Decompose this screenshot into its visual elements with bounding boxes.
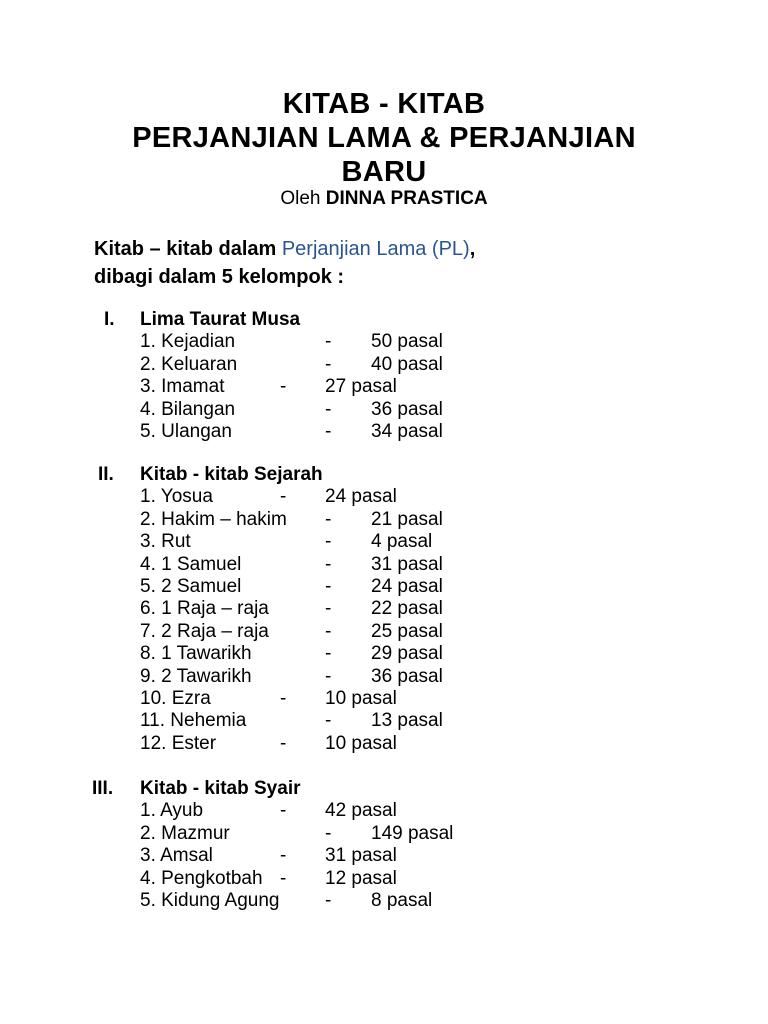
chapter-count: 40 pasal <box>371 353 443 375</box>
separator-dash: - <box>325 576 332 597</box>
book-name: 10. Ezra <box>140 688 211 709</box>
book-name: 3. Amsal <box>140 845 213 867</box>
book-name: 5. Ulangan <box>140 421 232 442</box>
separator-dash: - <box>280 688 287 709</box>
list-item <box>0 688 768 710</box>
separator-dash: - <box>325 620 332 642</box>
document-title <box>0 87 768 189</box>
list-item <box>0 621 768 643</box>
list-item <box>0 376 768 398</box>
chapter-count: 8 pasal <box>371 890 433 911</box>
chapter-count: 42 pasal <box>325 800 397 822</box>
book-name: 11. Nehemia <box>140 710 247 732</box>
separator-dash: - <box>325 353 332 375</box>
book-name: 4. Bilangan <box>140 398 236 420</box>
book-name: 3. Imamat <box>140 376 225 398</box>
list-item <box>0 868 768 890</box>
group-title: Kitab - kitab Sejarah <box>140 464 323 485</box>
list-item <box>0 845 768 867</box>
chapter-count: 27 pasal <box>325 376 397 398</box>
book-name: 6. 1 Raja – raja <box>140 598 269 620</box>
group-header <box>0 464 768 486</box>
separator-dash: - <box>325 398 332 420</box>
group-title: Lima Taurat Musa <box>140 309 301 330</box>
chapter-count: 21 pasal <box>371 508 443 530</box>
group-numeral: I. <box>104 309 115 330</box>
book-name: 7. 2 Raja – raja <box>140 620 269 642</box>
chapter-count: 10 pasal <box>325 688 397 709</box>
separator-dash: - <box>280 376 287 398</box>
chapter-count: 31 pasal <box>371 553 443 575</box>
book-name: 9. 2 Tawarikh <box>140 665 252 687</box>
group-numeral: III. <box>92 778 114 799</box>
list-item <box>0 823 768 845</box>
book-name: 1. Ayub <box>140 800 204 822</box>
intro-part-1: Kitab – kitab dalam <box>94 238 282 260</box>
separator-dash: - <box>280 845 287 867</box>
chapter-count: 4 pasal <box>371 531 433 553</box>
list-item <box>0 733 768 755</box>
list-item <box>0 399 768 421</box>
separator-dash: - <box>280 732 287 754</box>
group-title: Kitab - kitab Syair <box>140 778 301 799</box>
book-name: 5. 2 Samuel <box>140 576 242 597</box>
chapter-count: 13 pasal <box>371 710 443 732</box>
chapter-count: 36 pasal <box>371 398 443 420</box>
separator-dash: - <box>325 822 332 844</box>
list-item <box>0 354 768 376</box>
list-item <box>0 643 768 665</box>
intro-line-2: dibagi dalam 5 kelompok : <box>94 266 345 288</box>
chapter-count: 34 pasal <box>371 421 443 442</box>
book-name: 1. Kejadian <box>140 331 236 353</box>
book-name: 8. 1 Tawarikh <box>140 643 252 665</box>
separator-dash: - <box>325 421 332 442</box>
book-name: 2. Keluaran <box>140 353 238 375</box>
group-header <box>0 309 768 331</box>
chapter-count: 36 pasal <box>371 665 443 687</box>
list-item <box>0 486 768 508</box>
separator-dash: - <box>325 598 332 620</box>
separator-dash: - <box>325 890 332 911</box>
byline-prefix: Oleh <box>280 188 321 209</box>
chapter-count: 25 pasal <box>371 620 443 642</box>
chapter-count: 24 pasal <box>371 576 443 597</box>
byline <box>0 187 768 211</box>
list-item <box>0 576 768 598</box>
chapter-count: 149 pasal <box>371 822 454 844</box>
book-name: 2. Hakim – hakim <box>140 508 287 530</box>
list-item <box>0 531 768 553</box>
list-item <box>0 598 768 620</box>
separator-dash: - <box>325 508 332 530</box>
list-item <box>0 666 768 688</box>
group-numeral: II. <box>98 464 114 485</box>
chapter-count: 29 pasal <box>371 643 443 665</box>
list-item <box>0 509 768 531</box>
intro-part-2: , <box>469 238 476 260</box>
list-item <box>0 710 768 732</box>
separator-dash: - <box>280 486 287 508</box>
separator-dash: - <box>325 553 332 575</box>
list-item <box>0 421 768 443</box>
list-item <box>0 331 768 353</box>
title-line: PERJANJIAN LAMA & PERJANJIAN <box>132 122 636 154</box>
chapter-count: 12 pasal <box>325 867 397 889</box>
intro-text <box>94 235 475 291</box>
list-item <box>0 554 768 576</box>
book-name: 12. Ester <box>140 732 217 754</box>
book-name: 4. Pengkotbah <box>140 867 263 889</box>
title-line: BARU <box>341 156 427 188</box>
intro-line-1 <box>94 235 475 263</box>
separator-dash: - <box>325 331 332 353</box>
book-name: 3. Rut <box>140 531 191 553</box>
separator-dash: - <box>325 531 332 553</box>
book-name: 1. Yosua <box>140 486 213 508</box>
chapter-count: 24 pasal <box>325 486 397 508</box>
chapter-count: 50 pasal <box>371 331 443 353</box>
separator-dash: - <box>280 867 287 889</box>
chapter-count: 22 pasal <box>371 598 443 620</box>
separator-dash: - <box>280 800 287 822</box>
separator-dash: - <box>325 643 332 665</box>
chapter-count: 31 pasal <box>325 845 397 867</box>
list-item <box>0 800 768 822</box>
separator-dash: - <box>325 710 332 732</box>
book-name: 5. Kidung Agung <box>140 890 280 911</box>
book-name: 2. Mazmur <box>140 822 230 844</box>
separator-dash: - <box>325 665 332 687</box>
title-line: KITAB - KITAB <box>282 88 486 120</box>
group-header <box>0 778 768 800</box>
perjanjian-lama-link-text: Perjanjian Lama (PL) <box>281 238 470 260</box>
chapter-count: 10 pasal <box>325 732 397 754</box>
list-item <box>0 890 768 912</box>
author-name: DINNA PRASTICA <box>325 188 488 209</box>
book-name: 4. 1 Samuel <box>140 553 242 575</box>
